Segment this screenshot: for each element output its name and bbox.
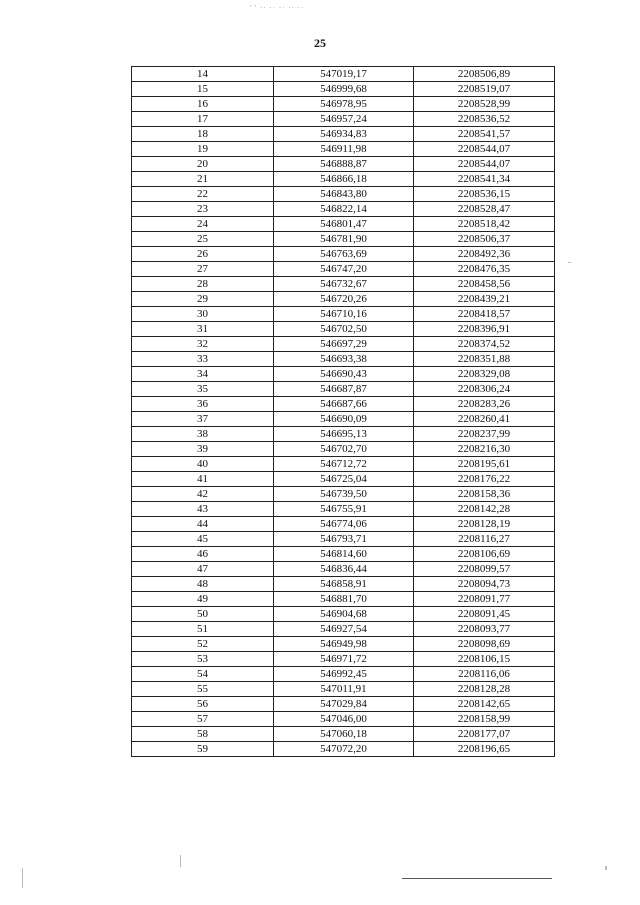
x-coordinate-cell: 546957,24	[274, 112, 414, 127]
table-row	[132, 472, 555, 487]
table-row	[132, 427, 555, 442]
x-coordinate-cell: 546999,68	[274, 82, 414, 97]
x-coordinate-cell: 546992,45	[274, 667, 414, 682]
point-number-cell: 53	[132, 652, 274, 667]
x-coordinate-cell: 546747,20	[274, 262, 414, 277]
y-coordinate-cell: 2208541,57	[414, 127, 555, 142]
x-coordinate-cell: 546781,90	[274, 232, 414, 247]
point-number-cell: 18	[132, 127, 274, 142]
x-coordinate-cell: 546814,60	[274, 547, 414, 562]
y-coordinate-cell: 2208128,28	[414, 682, 555, 697]
table-row	[132, 352, 555, 367]
x-coordinate-cell: 546732,67	[274, 277, 414, 292]
y-coordinate-cell: 2208177,07	[414, 727, 555, 742]
x-coordinate-cell: 546949,98	[274, 637, 414, 652]
y-coordinate-cell: 2208544,07	[414, 157, 555, 172]
x-coordinate-cell: 546927,54	[274, 622, 414, 637]
table-row	[132, 412, 555, 427]
y-coordinate-cell: 2208158,99	[414, 712, 555, 727]
table-row	[132, 532, 555, 547]
x-coordinate-cell: 546755,91	[274, 502, 414, 517]
y-coordinate-cell: 2208541,34	[414, 172, 555, 187]
y-coordinate-cell: 2208196,65	[414, 742, 555, 757]
x-coordinate-cell: 546725,04	[274, 472, 414, 487]
y-coordinate-cell: 2208458,56	[414, 277, 555, 292]
table-row	[132, 202, 555, 217]
y-coordinate-cell: 2208519,07	[414, 82, 555, 97]
table-row	[132, 217, 555, 232]
coordinates-table-body	[132, 67, 555, 757]
y-coordinate-cell: 2208093,77	[414, 622, 555, 637]
point-number-cell: 15	[132, 82, 274, 97]
y-coordinate-cell: 2208306,24	[414, 382, 555, 397]
y-coordinate-cell: 2208091,45	[414, 607, 555, 622]
x-coordinate-cell: 546904,68	[274, 607, 414, 622]
point-number-cell: 37	[132, 412, 274, 427]
table-row	[132, 337, 555, 352]
x-coordinate-cell: 546858,91	[274, 577, 414, 592]
point-number-cell: 21	[132, 172, 274, 187]
table-row	[132, 577, 555, 592]
x-coordinate-cell: 546978,95	[274, 97, 414, 112]
x-coordinate-cell: 546693,38	[274, 352, 414, 367]
y-coordinate-cell: 2208528,47	[414, 202, 555, 217]
x-coordinate-cell: 546687,66	[274, 397, 414, 412]
footer-rule	[402, 878, 552, 879]
y-coordinate-cell: 2208116,06	[414, 667, 555, 682]
scan-artifact	[568, 262, 571, 263]
table-row	[132, 307, 555, 322]
point-number-cell: 36	[132, 397, 274, 412]
table-row	[132, 67, 555, 82]
x-coordinate-cell: 546763,69	[274, 247, 414, 262]
point-number-cell: 19	[132, 142, 274, 157]
point-number-cell: 17	[132, 112, 274, 127]
x-coordinate-cell: 546881,70	[274, 592, 414, 607]
point-number-cell: 30	[132, 307, 274, 322]
y-coordinate-cell: 2208099,57	[414, 562, 555, 577]
table-row	[132, 397, 555, 412]
table-row	[132, 262, 555, 277]
scan-mark: ' ' ·· ·· ·· ·· ··	[250, 4, 305, 12]
table-row	[132, 502, 555, 517]
point-number-cell: 40	[132, 457, 274, 472]
x-coordinate-cell: 547046,00	[274, 712, 414, 727]
x-coordinate-cell: 546697,29	[274, 337, 414, 352]
point-number-cell: 59	[132, 742, 274, 757]
x-coordinate-cell: 546739,50	[274, 487, 414, 502]
table-row	[132, 292, 555, 307]
y-coordinate-cell: 2208116,27	[414, 532, 555, 547]
x-coordinate-cell: 546866,18	[274, 172, 414, 187]
x-coordinate-cell: 546720,26	[274, 292, 414, 307]
y-coordinate-cell: 2208329,08	[414, 367, 555, 382]
point-number-cell: 29	[132, 292, 274, 307]
x-coordinate-cell: 546843,80	[274, 187, 414, 202]
point-number-cell: 55	[132, 682, 274, 697]
x-coordinate-cell: 547072,20	[274, 742, 414, 757]
x-coordinate-cell: 547011,91	[274, 682, 414, 697]
x-coordinate-cell: 547019,17	[274, 67, 414, 82]
point-number-cell: 32	[132, 337, 274, 352]
table-row	[132, 247, 555, 262]
point-number-cell: 35	[132, 382, 274, 397]
scan-artifact	[605, 866, 607, 870]
table-row	[132, 82, 555, 97]
point-number-cell: 34	[132, 367, 274, 382]
y-coordinate-cell: 2208091,77	[414, 592, 555, 607]
point-number-cell: 27	[132, 262, 274, 277]
point-number-cell: 51	[132, 622, 274, 637]
point-number-cell: 58	[132, 727, 274, 742]
table-row	[132, 682, 555, 697]
table-row	[132, 607, 555, 622]
point-number-cell: 52	[132, 637, 274, 652]
table-row	[132, 652, 555, 667]
page-number: 25	[314, 36, 326, 50]
x-coordinate-cell: 547060,18	[274, 727, 414, 742]
table-row	[132, 97, 555, 112]
point-number-cell: 42	[132, 487, 274, 502]
table-row	[132, 382, 555, 397]
x-coordinate-cell: 546822,14	[274, 202, 414, 217]
x-coordinate-cell: 546774,06	[274, 517, 414, 532]
point-number-cell: 46	[132, 547, 274, 562]
coordinates-table	[131, 66, 555, 757]
y-coordinate-cell: 2208216,30	[414, 442, 555, 457]
y-coordinate-cell: 2208439,21	[414, 292, 555, 307]
y-coordinate-cell: 2208544,07	[414, 142, 555, 157]
table-row	[132, 637, 555, 652]
x-coordinate-cell: 546687,87	[274, 382, 414, 397]
x-coordinate-cell: 546702,70	[274, 442, 414, 457]
x-coordinate-cell: 546911,98	[274, 142, 414, 157]
table-row	[132, 127, 555, 142]
x-coordinate-cell: 547029,84	[274, 697, 414, 712]
y-coordinate-cell: 2208158,36	[414, 487, 555, 502]
point-number-cell: 23	[132, 202, 274, 217]
y-coordinate-cell: 2208351,88	[414, 352, 555, 367]
point-number-cell: 47	[132, 562, 274, 577]
table-row	[132, 112, 555, 127]
y-coordinate-cell: 2208518,42	[414, 217, 555, 232]
x-coordinate-cell: 546934,83	[274, 127, 414, 142]
point-number-cell: 24	[132, 217, 274, 232]
y-coordinate-cell: 2208536,52	[414, 112, 555, 127]
point-number-cell: 49	[132, 592, 274, 607]
table-row	[132, 367, 555, 382]
table-row	[132, 457, 555, 472]
point-number-cell: 44	[132, 517, 274, 532]
table-row	[132, 592, 555, 607]
point-number-cell: 20	[132, 157, 274, 172]
point-number-cell: 22	[132, 187, 274, 202]
table-row	[132, 697, 555, 712]
point-number-cell: 31	[132, 322, 274, 337]
table-row	[132, 157, 555, 172]
table-row	[132, 322, 555, 337]
x-coordinate-cell: 546971,72	[274, 652, 414, 667]
scan-artifact	[180, 855, 181, 867]
table-row	[132, 142, 555, 157]
y-coordinate-cell: 2208142,28	[414, 502, 555, 517]
x-coordinate-cell: 546836,44	[274, 562, 414, 577]
scan-artifact	[22, 868, 23, 888]
y-coordinate-cell: 2208260,41	[414, 412, 555, 427]
y-coordinate-cell: 2208506,37	[414, 232, 555, 247]
x-coordinate-cell: 546712,72	[274, 457, 414, 472]
x-coordinate-cell: 546793,71	[274, 532, 414, 547]
point-number-cell: 50	[132, 607, 274, 622]
y-coordinate-cell: 2208418,57	[414, 307, 555, 322]
point-number-cell: 48	[132, 577, 274, 592]
point-number-cell: 16	[132, 97, 274, 112]
x-coordinate-cell: 546801,47	[274, 217, 414, 232]
table-row	[132, 277, 555, 292]
table-row	[132, 727, 555, 742]
point-number-cell: 25	[132, 232, 274, 247]
y-coordinate-cell: 2208106,69	[414, 547, 555, 562]
point-number-cell: 45	[132, 532, 274, 547]
point-number-cell: 33	[132, 352, 274, 367]
table-row	[132, 517, 555, 532]
table-row	[132, 547, 555, 562]
y-coordinate-cell: 2208098,69	[414, 637, 555, 652]
point-number-cell: 14	[132, 67, 274, 82]
point-number-cell: 38	[132, 427, 274, 442]
x-coordinate-cell: 546888,87	[274, 157, 414, 172]
table-row	[132, 187, 555, 202]
y-coordinate-cell: 2208374,52	[414, 337, 555, 352]
y-coordinate-cell: 2208528,99	[414, 97, 555, 112]
table-row	[132, 622, 555, 637]
y-coordinate-cell: 2208283,26	[414, 397, 555, 412]
point-number-cell: 57	[132, 712, 274, 727]
table-row	[132, 742, 555, 757]
point-number-cell: 39	[132, 442, 274, 457]
x-coordinate-cell: 546690,43	[274, 367, 414, 382]
table-row	[132, 712, 555, 727]
y-coordinate-cell: 2208476,35	[414, 262, 555, 277]
point-number-cell: 54	[132, 667, 274, 682]
x-coordinate-cell: 546690,09	[274, 412, 414, 427]
y-coordinate-cell: 2208094,73	[414, 577, 555, 592]
y-coordinate-cell: 2208106,15	[414, 652, 555, 667]
table-row	[132, 442, 555, 457]
table-row	[132, 667, 555, 682]
y-coordinate-cell: 2208492,36	[414, 247, 555, 262]
x-coordinate-cell: 546702,50	[274, 322, 414, 337]
y-coordinate-cell: 2208128,19	[414, 517, 555, 532]
point-number-cell: 43	[132, 502, 274, 517]
y-coordinate-cell: 2208506,89	[414, 67, 555, 82]
point-number-cell: 28	[132, 277, 274, 292]
point-number-cell: 56	[132, 697, 274, 712]
table-row	[132, 562, 555, 577]
table-row	[132, 172, 555, 187]
point-number-cell: 41	[132, 472, 274, 487]
y-coordinate-cell: 2208176,22	[414, 472, 555, 487]
x-coordinate-cell: 546710,16	[274, 307, 414, 322]
y-coordinate-cell: 2208142,65	[414, 697, 555, 712]
x-coordinate-cell: 546695,13	[274, 427, 414, 442]
table-row	[132, 487, 555, 502]
point-number-cell: 26	[132, 247, 274, 262]
y-coordinate-cell: 2208237,99	[414, 427, 555, 442]
y-coordinate-cell: 2208396,91	[414, 322, 555, 337]
y-coordinate-cell: 2208536,15	[414, 187, 555, 202]
table-row	[132, 232, 555, 247]
y-coordinate-cell: 2208195,61	[414, 457, 555, 472]
